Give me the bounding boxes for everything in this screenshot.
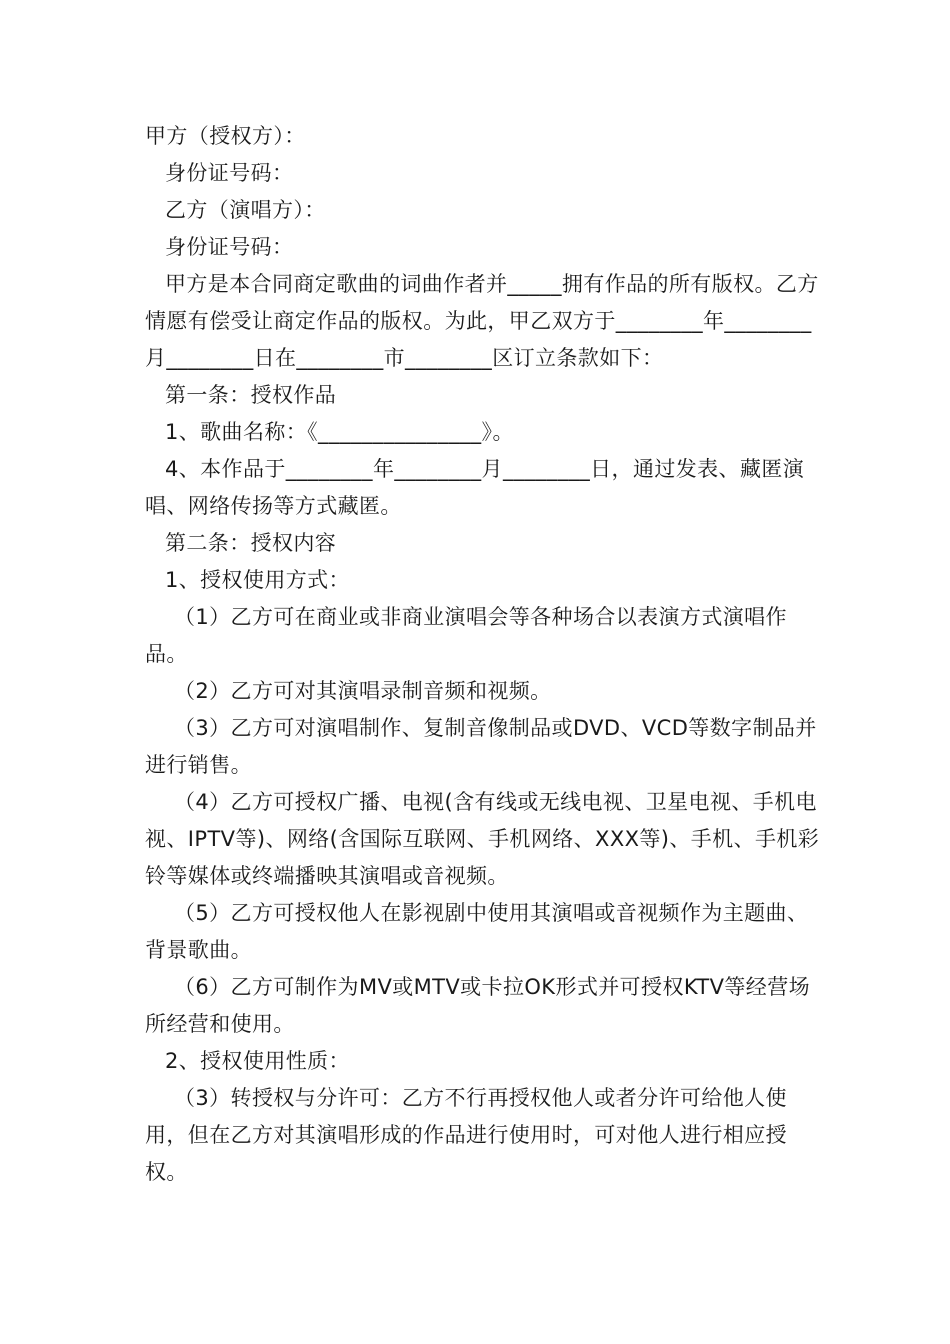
party-b-id-line: 身份证号码： xyxy=(165,235,294,259)
party-a-line: 甲方（授权方）： xyxy=(145,124,306,148)
article2-sub2-item-3: （3）转授权与分许可：乙方不行再授权他人或者分许可给他人使用，但在乙方对其演唱形成的作品进行使用时，可对他人进行相应授权。 xyxy=(145,1086,787,1184)
article2-subsection-2: 2、授权使用性质： xyxy=(165,1049,350,1073)
article1-item-4: 4、本作品于________年________月________日，通过发表、藏匿演唱、网络传扬等方式藏匿。 xyxy=(145,457,805,518)
article2-sub1-item: （1）乙方可在商业或非商业演唱会等各种场合以表演方式演唱作品。 xyxy=(145,605,787,666)
party-b-line: 乙方（演唱方）： xyxy=(165,198,326,222)
article2-sub1-item: （2）乙方可对其演唱录制音频和视频。 xyxy=(174,679,552,703)
preamble-paragraph: 甲方是本合同商定歌曲的词曲作者并_____拥有作品的所有版权。乙方情愿有偿受让商定作品的版权。为此，甲乙双方于________年________月________日在________市________区订立条款如下： xyxy=(145,272,819,370)
article2-heading: 第二条：授权内容 xyxy=(165,531,337,555)
article2-subsection-1: 1、授权使用方式： xyxy=(165,568,350,592)
article1-heading: 第一条：授权作品 xyxy=(165,383,337,407)
article2-sub1-item: （6）乙方可制作为MV或MTV或卡拉OK形式并可授权KTV等经营场所经营和使用。 xyxy=(145,975,810,1036)
party-a-id-line: 身份证号码： xyxy=(165,161,294,185)
article2-sub1-item: （3）乙方可对演唱制作、复制音像制品或DVD、VCD等数字制品并进行销售。 xyxy=(145,716,817,777)
article2-sub1-item: （4）乙方可授权广播、电视(含有线或无线电视、卫星电视、手机电视、IPTV等)、网络(含国际互联网、手机网络、XXX等)、手机、手机彩铃等媒体或终端播映其演唱或音视频。 xyxy=(145,790,820,888)
article2-sub1-item: （5）乙方可授权他人在影视剧中使用其演唱或音视频作为主题曲、背景歌曲。 xyxy=(145,901,809,962)
contract-body xyxy=(145,118,825,1191)
article1-item-1: 1、歌曲名称：《_______________》。 xyxy=(165,420,514,444)
